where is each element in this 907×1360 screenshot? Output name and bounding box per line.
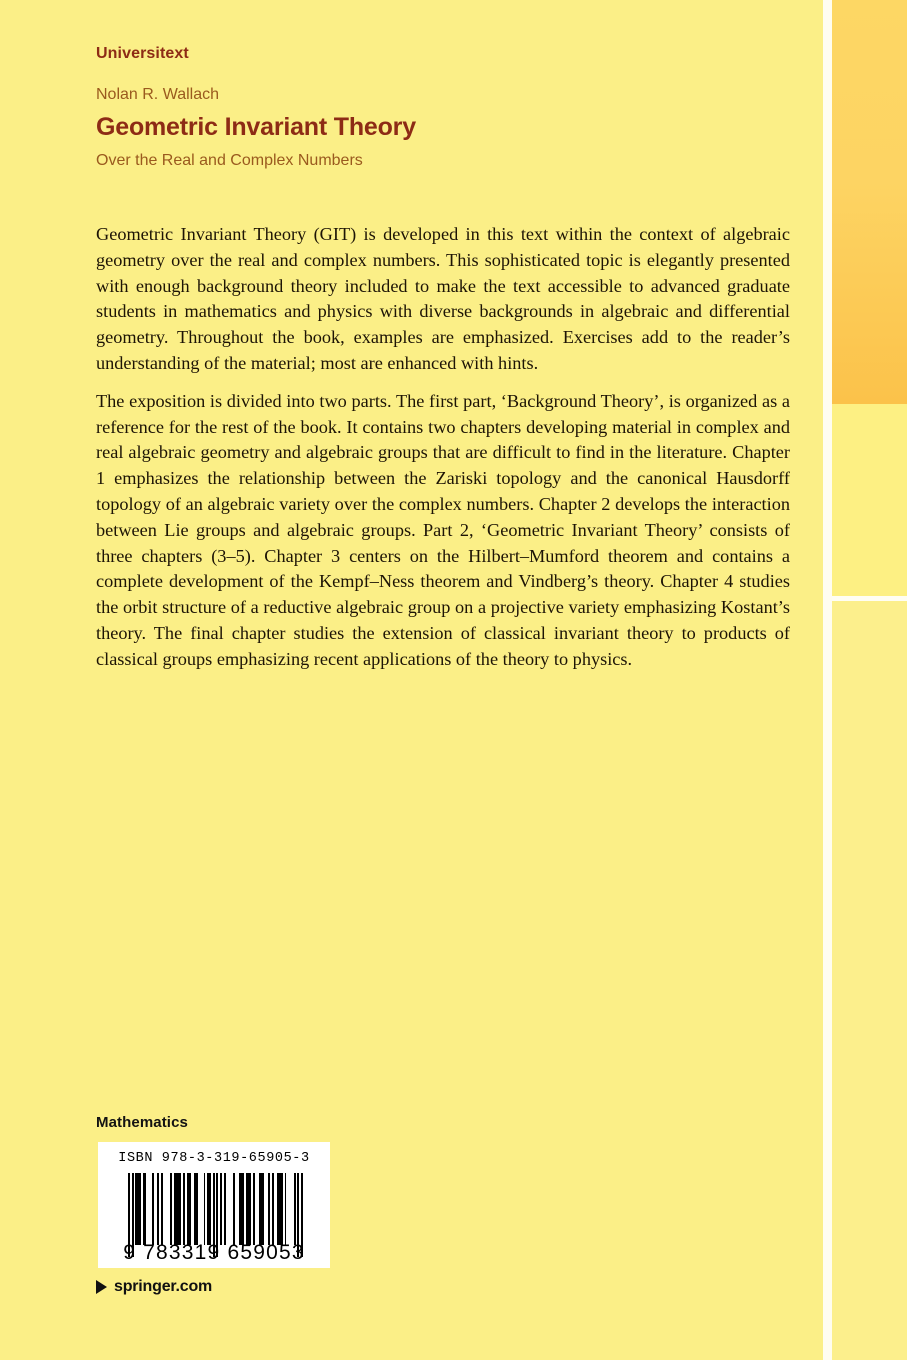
band-segment-yellow-lower	[832, 601, 907, 1360]
publisher-url-label: springer.com	[114, 1278, 213, 1295]
author-name: Nolan R. Wallach	[96, 86, 220, 104]
cover-band-gutter	[823, 0, 832, 1360]
barcode	[98, 1142, 330, 1268]
ean-digits: 9 783319 659053	[123, 1241, 305, 1264]
publisher-link[interactable]	[96, 1278, 212, 1296]
blurb-paragraph: The exposition is divided into two parts. The first part, ‘Background Theory’, is organized as a reference for the rest of the book. It contains two chapters developing material in complex and real algebraic geometry and algebraic groups that are difficult to find in the literature. Chapter 1 emphasizes the relationship between the Zariski topology and the canonical Hausdorff topology of an algebraic variety over the complex numbers. Chapter 2 develops the interaction between Lie groups and algebraic groups. Part 2, ‘Geometric Invariant Theory’ consists of three chapters (3–5). Chapter 3 centers on the Hilbert–Mumford theorem and contains a complete development of the Kempf–Ness theorem and Vindberg’s theory. Chapter 4 studies the orbit structure of a reductive algebraic group on a projective variety emphasizing Kostant’s theory. The final chapter studies the extension of classical invariant theory to products of classical groups emphasizing recent applications of the theory to physics.	[96, 390, 790, 669]
blurb-text	[96, 222, 790, 673]
band-segment-orange	[832, 0, 907, 404]
band-segment-yellow-upper	[832, 404, 907, 596]
cover-header	[96, 44, 796, 170]
blurb-paragraph: Geometric Invariant Theory (GIT) is developed in this text within the context of algebraic geometry over the real and complex numbers. This sophisticated topic is elegantly presented with enough background theory included to make the text accessible to advanced graduate students in mathematics and physics with diverse backgrounds in algebraic and differential geometry. Throughout the book, examples are emphasized. Exercises add to the reader’s understanding of the material; most are enhanced with hints.	[96, 224, 790, 373]
barcode-bars	[128, 1173, 303, 1245]
subject-label: Mathematics	[96, 1114, 188, 1131]
series-name: Universitext	[96, 45, 189, 62]
book-subtitle: Over the Real and Complex Numbers	[96, 152, 363, 170]
page-title: Geometric Invariant Theory	[96, 113, 416, 142]
play-triangle-icon	[96, 1280, 107, 1294]
cover-color-band	[832, 0, 907, 1360]
cover-edge-strip	[809, 0, 823, 1360]
isbn-label: ISBN 978-3-319-65905-3	[118, 1151, 310, 1166]
